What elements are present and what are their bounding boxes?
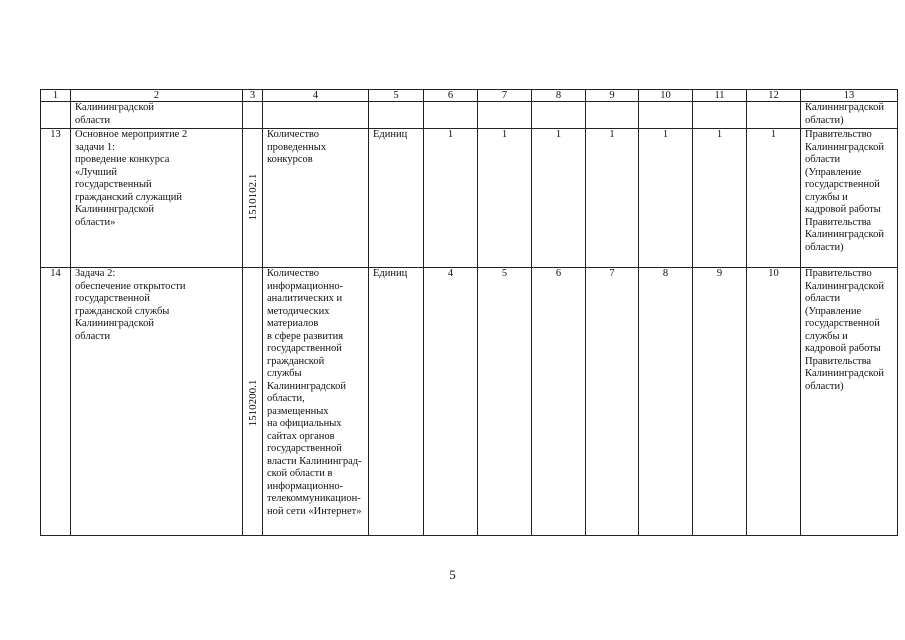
continuation-responsible-cell: Калининградской области) [801, 102, 898, 129]
header-cell: 6 [424, 90, 478, 102]
activity-name-cell: Основное мероприятие 2 задачи 1: проведение конкурса «Лучший государственный гражданский служащий Калининградской области» [71, 129, 243, 268]
header-cell: 9 [586, 90, 639, 102]
header-row [41, 90, 898, 102]
header-cell: 13 [801, 90, 898, 102]
indicator-cell: Количество проведенных конкурсов [263, 129, 369, 268]
value-cell: 1 [532, 129, 586, 268]
row-number: 14 [41, 268, 71, 536]
value-cell: 7 [586, 268, 639, 536]
continuation-row [41, 102, 898, 129]
page-number: 5 [449, 567, 456, 582]
code-cell [243, 268, 263, 536]
activity-name-cell: Задача 2: обеспечение открытости государственной гражданской службы Калининградской области [71, 268, 243, 536]
unit-cell: Единиц [369, 129, 424, 268]
header-cell: 11 [693, 90, 747, 102]
value-cell: 1 [693, 129, 747, 268]
header-cell: 4 [263, 90, 369, 102]
header-cell: 1 [41, 90, 71, 102]
responsible-cell: Правительство Калининградской области (Управление государственной службы и кадровой работы Правительства Калининградской области) [801, 129, 898, 268]
header-cell: 2 [71, 90, 243, 102]
header-cell: 10 [639, 90, 693, 102]
header-cell: 12 [747, 90, 801, 102]
program-table [40, 89, 898, 536]
code-cell [243, 129, 263, 268]
value-cell: 1 [639, 129, 693, 268]
indicator-code: 1510102.1 [246, 173, 259, 221]
value-cell: 8 [639, 268, 693, 536]
value-cell: 1 [478, 129, 532, 268]
row-number: 13 [41, 129, 71, 268]
header-cell: 8 [532, 90, 586, 102]
value-cell: 1 [586, 129, 639, 268]
header-cell: 5 [369, 90, 424, 102]
value-cell: 4 [424, 268, 478, 536]
responsible-cell: Правительство Калининградской области (Управление государственной службы и кадровой работы Правительства Калининградской области) [801, 268, 898, 536]
header-cell: 7 [478, 90, 532, 102]
value-cell: 5 [478, 268, 532, 536]
value-cell: 1 [424, 129, 478, 268]
indicator-code: 1510200.1 [246, 379, 259, 427]
value-cell: 9 [693, 268, 747, 536]
table-row [41, 129, 898, 268]
indicator-cell: Количество информационно- аналитических и методических материалов в сфере развития государственной гражданской службы Калининградской области, размещенных на официальных сайтах органов государственной власти Калининград- ской области в информационно- телекоммуникацион- ной сети «Интернет» [263, 268, 369, 536]
unit-cell: Единиц [369, 268, 424, 536]
value-cell: 1 [747, 129, 801, 268]
value-cell: 10 [747, 268, 801, 536]
header-cell: 3 [243, 90, 263, 102]
table-row [41, 268, 898, 536]
continuation-name-cell: Калининградской области [71, 102, 243, 129]
value-cell: 6 [532, 268, 586, 536]
